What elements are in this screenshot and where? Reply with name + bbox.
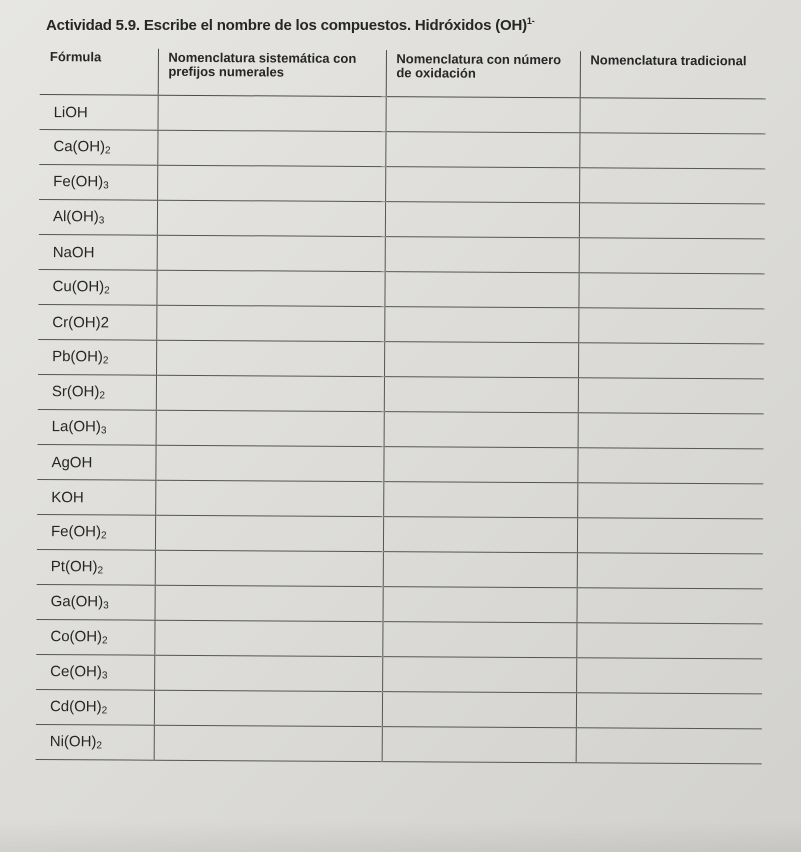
formula-subscript: 2 — [102, 355, 109, 367]
answer-traditional-cell[interactable] — [579, 168, 765, 204]
answer-systematic-cell[interactable] — [155, 515, 383, 551]
answer-traditional-cell[interactable] — [578, 343, 764, 379]
activity-title-text: Actividad 5.9. Escribe el nombre de los compuestos. Hidróxidos (OH) — [46, 17, 527, 34]
answer-systematic-cell[interactable] — [155, 550, 383, 586]
answer-oxidation-cell[interactable] — [383, 552, 577, 588]
formula-subscript: 2 — [104, 285, 110, 297]
header-systematic: Nomenclatura sistemática con prefijos numerales — [158, 49, 386, 97]
formula-base: Cu(OH) — [52, 278, 105, 296]
answer-systematic-cell[interactable] — [156, 340, 384, 376]
formula-subscript: 2 — [101, 705, 108, 717]
formula-cell — [38, 339, 156, 375]
answer-systematic-cell[interactable] — [155, 480, 383, 516]
answer-traditional-cell[interactable] — [576, 588, 762, 624]
formula-base: Pb(OH) — [52, 348, 104, 366]
formula-cell — [37, 584, 155, 620]
formula-base: Ca(OH) — [53, 138, 106, 156]
formula-subscript: 2 — [96, 740, 102, 752]
table-row — [36, 724, 762, 763]
answer-traditional-cell[interactable] — [577, 518, 763, 554]
answer-traditional-cell[interactable] — [579, 133, 765, 169]
formula-subscript: 2 — [100, 530, 107, 542]
formula-subscript: 3 — [101, 670, 108, 682]
formula-base: KOH — [51, 488, 84, 506]
table-row — [38, 409, 764, 448]
formula-base: La(OH) — [51, 418, 101, 436]
table-header-row — [40, 48, 766, 99]
formula-base: NaOH — [52, 243, 95, 261]
answer-oxidation-cell[interactable] — [384, 377, 578, 413]
answer-oxidation-cell[interactable] — [383, 482, 577, 518]
formula-subscript: 2 — [102, 635, 108, 647]
answer-traditional-cell[interactable] — [576, 658, 762, 694]
table-row — [39, 199, 765, 238]
table-row — [38, 304, 764, 343]
answer-oxidation-cell[interactable] — [385, 167, 579, 203]
formula-base: Cd(OH) — [49, 698, 102, 716]
formula-cell — [38, 269, 156, 305]
formula-base: Fe(OH) — [53, 173, 104, 191]
answer-traditional-cell[interactable] — [578, 378, 764, 414]
table-row — [38, 374, 764, 413]
answer-systematic-cell[interactable] — [154, 725, 382, 761]
answer-systematic-cell[interactable] — [155, 445, 383, 481]
answer-oxidation-cell[interactable] — [382, 692, 576, 728]
formula-subscript: 3 — [103, 180, 109, 192]
hydroxide-charge: 1- — [526, 16, 535, 26]
answer-oxidation-cell[interactable] — [382, 622, 576, 658]
formula-cell — [39, 129, 157, 165]
header-formula: Fórmula — [40, 48, 158, 95]
hydroxide-table-wrapper — [36, 48, 766, 764]
table-row — [36, 689, 762, 728]
answer-oxidation-cell[interactable] — [385, 97, 579, 133]
formula-subscript: 2 — [105, 145, 111, 157]
formula-base: Co(OH) — [50, 628, 103, 646]
formula-cell — [40, 94, 158, 130]
table-body — [36, 94, 766, 763]
answer-oxidation-cell[interactable] — [382, 727, 576, 763]
answer-traditional-cell[interactable] — [577, 483, 763, 519]
table-row — [37, 479, 763, 518]
formula-base: Ga(OH) — [50, 593, 104, 611]
header-traditional: Nomenclatura tradicional — [580, 51, 766, 99]
answer-traditional-cell[interactable] — [576, 693, 762, 729]
answer-traditional-cell[interactable] — [576, 728, 762, 764]
answer-systematic-cell[interactable] — [156, 305, 384, 341]
formula-cell — [37, 514, 155, 550]
answer-traditional-cell[interactable] — [579, 238, 765, 274]
formula-cell — [36, 654, 154, 690]
formula-cell — [38, 304, 156, 340]
answer-traditional-cell[interactable] — [578, 413, 764, 449]
answer-traditional-cell[interactable] — [579, 203, 765, 239]
formula-cell — [37, 444, 155, 480]
activity-title — [46, 16, 535, 34]
header-oxidation: Nomenclatura con número de oxidación — [386, 50, 580, 98]
formula-cell — [36, 619, 154, 655]
answer-traditional-cell[interactable] — [576, 623, 762, 659]
answer-oxidation-cell[interactable] — [384, 272, 578, 308]
answer-traditional-cell[interactable] — [577, 448, 763, 484]
formula-base: Pt(OH) — [50, 558, 98, 576]
table-row — [39, 164, 765, 203]
formula-base: Cr(OH)2 — [52, 313, 110, 331]
formula-base: AgOH — [51, 453, 93, 471]
table-row — [39, 234, 765, 273]
hydroxide-table — [36, 48, 766, 764]
answer-oxidation-cell[interactable] — [385, 237, 579, 273]
formula-subscript: 3 — [98, 215, 105, 227]
answer-oxidation-cell[interactable] — [384, 307, 578, 343]
formula-subscript: 2 — [99, 390, 105, 402]
answer-systematic-cell[interactable] — [157, 200, 385, 236]
answer-oxidation-cell[interactable] — [384, 342, 578, 378]
formula-cell — [39, 164, 157, 200]
formula-cell — [39, 234, 157, 270]
answer-systematic-cell[interactable] — [157, 95, 385, 131]
table-row — [37, 514, 763, 553]
formula-base: Ni(OH) — [49, 733, 97, 751]
answer-systematic-cell[interactable] — [157, 165, 385, 201]
formula-base: Fe(OH) — [50, 523, 102, 541]
answer-systematic-cell[interactable] — [156, 375, 384, 411]
answer-oxidation-cell[interactable] — [383, 447, 577, 483]
table-row — [40, 94, 766, 133]
answer-systematic-cell[interactable] — [156, 270, 384, 306]
answer-traditional-cell[interactable] — [577, 553, 763, 589]
formula-cell — [37, 479, 155, 515]
answer-traditional-cell[interactable] — [578, 273, 764, 309]
table-row — [36, 654, 762, 693]
table-row — [36, 619, 762, 658]
formula-base: Sr(OH) — [51, 383, 100, 401]
answer-systematic-cell[interactable] — [157, 130, 385, 166]
answer-systematic-cell[interactable] — [155, 585, 383, 621]
answer-oxidation-cell[interactable] — [383, 517, 577, 553]
page-shadow — [0, 820, 801, 852]
table-row — [38, 339, 764, 378]
answer-systematic-cell[interactable] — [154, 655, 382, 691]
answer-systematic-cell[interactable] — [157, 235, 385, 271]
answer-oxidation-cell[interactable] — [385, 132, 579, 168]
formula-subscript: 3 — [100, 425, 107, 437]
answer-systematic-cell[interactable] — [154, 620, 382, 656]
formula-cell — [39, 199, 157, 235]
table-row — [39, 129, 765, 168]
answer-traditional-cell[interactable] — [578, 308, 764, 344]
formula-subscript: 3 — [103, 600, 109, 612]
table-row — [37, 584, 763, 623]
answer-oxidation-cell[interactable] — [385, 202, 579, 238]
formula-cell — [38, 374, 156, 410]
answer-traditional-cell[interactable] — [579, 98, 765, 134]
formula-base: Al(OH) — [52, 208, 99, 226]
formula-base: Ce(OH) — [50, 663, 102, 681]
formula-base: LiOH — [53, 103, 88, 121]
formula-subscript: 2 — [97, 565, 104, 577]
table-row — [37, 549, 763, 588]
answer-systematic-cell[interactable] — [154, 690, 382, 726]
formula-cell — [36, 724, 154, 760]
answer-systematic-cell[interactable] — [156, 410, 384, 446]
formula-cell — [36, 689, 154, 725]
formula-cell — [37, 549, 155, 585]
formula-cell — [38, 409, 156, 445]
answer-oxidation-cell[interactable] — [384, 412, 578, 448]
table-row — [37, 444, 763, 483]
table-row — [38, 269, 764, 308]
answer-oxidation-cell[interactable] — [383, 587, 577, 623]
answer-oxidation-cell[interactable] — [382, 657, 576, 693]
